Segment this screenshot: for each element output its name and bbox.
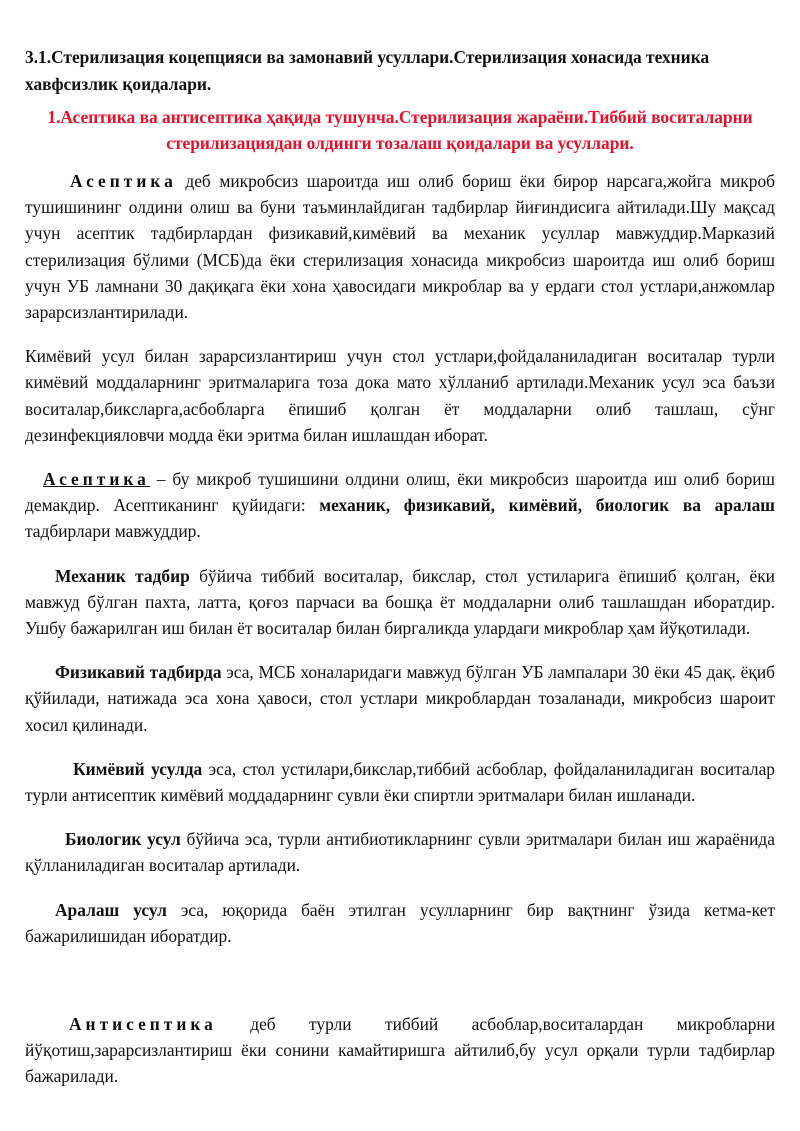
paragraph-mechanical	[25, 563, 775, 642]
document-page	[25, 44, 775, 1090]
term-mixed: Аралаш усул	[55, 899, 167, 920]
term-physical: Физикавий тадбирда	[55, 662, 222, 683]
paragraph-chemical-mechanical	[25, 343, 775, 448]
paragraph-physical	[25, 659, 775, 738]
paragraph-text: бўйича тиббий воситалар, бикслар, стол устиларига ёпишиб қолган, ёки мавжуд бўлган пахта, латта, қоғоз парчаси ва бошқа ёт моддаларни олиб ташлашдан иборатдир. Ушбу бажарилган иш билан ёт воситалар билан биргаликда улардаги микроблар ҳам йўқотилади.	[25, 565, 775, 639]
paragraph-text: эса, юқорида баён этилган усулларнинг бир вақтнинг ўзида кетма-кет бажарилишидан иборатдир.	[25, 899, 775, 946]
paragraph-text: эса, МСБ хоналаридаги мавжуд бўлган УБ лампалари 30 ёки 45 дақ. ёқиб қўйилади, натижада эса хона ҳавоси, стол устлари микроблардан тозаланади, микробсиз шароит хосил қилинади.	[25, 662, 775, 735]
term-antiseptics: Антисептика	[69, 1014, 217, 1035]
paragraph-asepsis-methods	[25, 466, 775, 545]
term-asepsis: Асептика	[70, 171, 177, 191]
term-chemical: Кимёвий усулда	[73, 758, 203, 779]
paragraph-text: Кимёвий усул билан зарарсизлантириш учун стол устлари,фойдаланиладиган воситалар турли кимёвий моддаларнинг эритмаларига тоза дока мато хўлланиб артилади.Механик усул эса баъзи воситалар,бикcларга,асбобларга ёпишиб қолган ёт моддаларни олиб ташлаш, сўнг дезинфекцияловчи модда ёки эритма билан ишлашдан иборат.	[25, 346, 775, 445]
paragraph-text: бўйича эса, турли антибиотикларнинг сувли эритмалари билан иш жараёнида қўлланиладиган воситалар артилади.	[25, 829, 776, 876]
document-heading: 3.1.Стерилизация коцепцияси ва замонавий усуллари.Стерилизация хонасида техника хавфсизлик қоидалари.	[25, 47, 710, 94]
paragraph-antiseptics	[25, 1011, 775, 1090]
paragraph-chemical	[25, 756, 775, 808]
paragraph-text: эса, стол устилари,бикслар,тиббий асбоблар, фойдаланиладиган воситалар турли антисептик кимёвий моддадарнинг сувли ёки спиртли эритмалари билан ишланади.	[25, 758, 775, 806]
paragraph-text: – бу микроб тушишини олдини олиш, ёки микробсиз шароитда иш олиб бориш демакдир. Асептиканинг қуйидаги:	[25, 469, 775, 516]
paragraph-text: деб турли тиббий асбоблар,воситалардан микробларни йўқотиш,зарарсизлантириш ёки сонини камайтиришга айтилиб,бу усул орқали турли тадбирлар бажарилади.	[25, 1014, 775, 1087]
term-mechanical: Механик тадбир	[55, 565, 190, 586]
term-asepsis-underlined: Асептика	[43, 469, 150, 490]
paragraph-biological	[25, 826, 775, 878]
paragraph-asepsis-definition	[25, 168, 775, 325]
paragraph-mixed	[25, 897, 775, 949]
section-subheading: 1.Асептика ва антисептика ҳақида тушунча.Стерилизация жараёни.Тиббий воситаларни стерилизациядан олдинги тозалаш қоидалари ва усуллари.	[47, 107, 753, 153]
term-biological: Биологик усул	[65, 829, 181, 850]
paragraph-text: тадбирлари мавжуддир.	[25, 521, 201, 542]
methods-list: механик, физикавий, кимёвий, биологик ва аралаш	[319, 495, 775, 516]
paragraph-text: деб микробсиз шароитда иш олиб бориш ёки бирор нарсага,жойга микроб тушишининг олдини олиш ва буни таъминлайдиган тадбирлар йиғиндисига айтилади.Шу мақсад учун асептик тадбирлардан физикавий,кимёвий ва механик усуллар мавжуддир.Марказий стерилизация бўлими (МСБ)да ёки стерилизация хонасида микробсиз шароитда иш олиб бориш учун УБ ламнани 30 дақиқага ёки хона ҳавосидаги микроблар ва у ердаги стол устлари,анжомлар зарарсизлантирилади.	[25, 171, 775, 323]
